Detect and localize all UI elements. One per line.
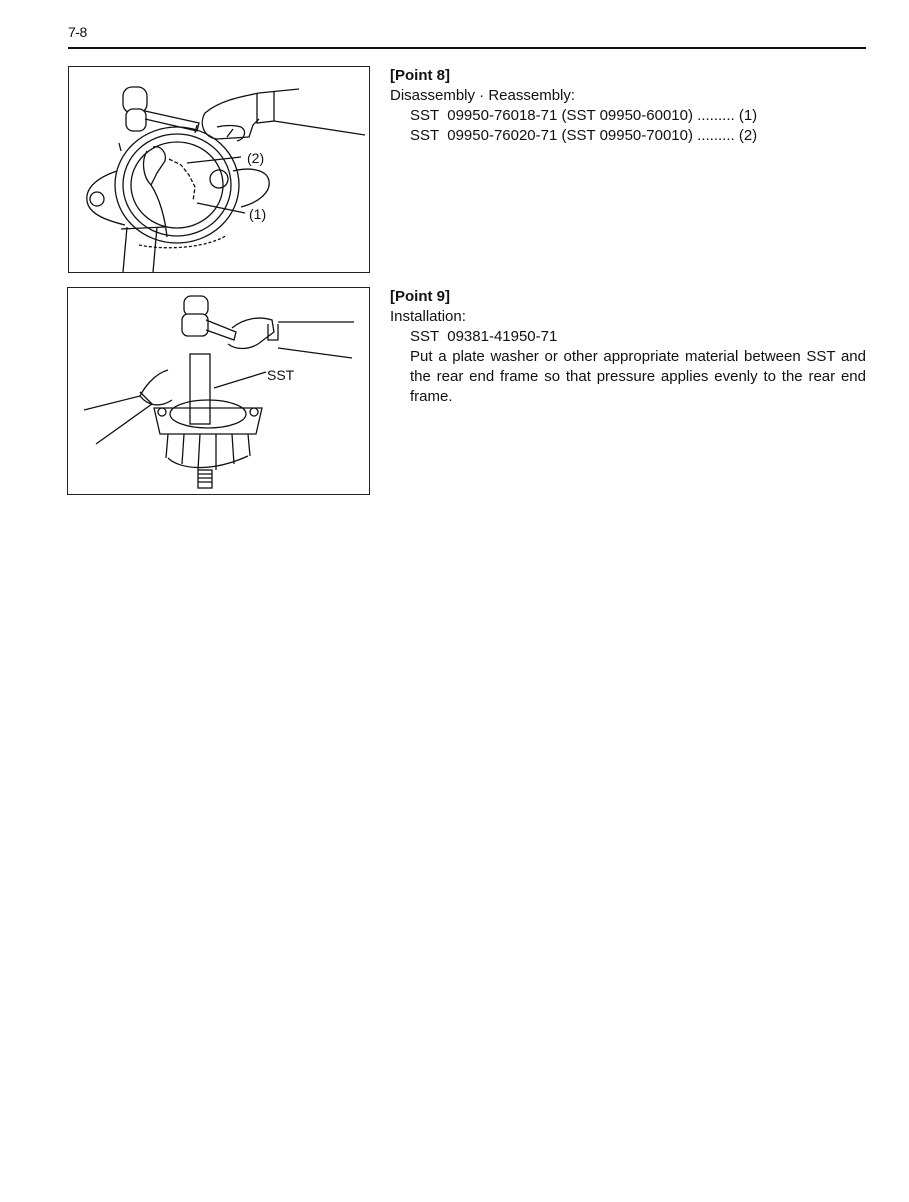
section-heading: [Point 9] xyxy=(390,288,450,305)
sst-line: SST 09950-76020-71 (SST 09950-70010) ......... (2) xyxy=(410,127,758,144)
header-rule xyxy=(68,47,866,49)
section-point-9 xyxy=(390,287,866,407)
sst-line: SST 09950-76018-71 (SST 09950-60010) ......... (1) xyxy=(410,107,758,124)
instruction-paragraph: Put a plate washer or other appropriate material between SST and the rear end frame so that pressure applies evenly to the rear end frame. xyxy=(410,348,866,405)
section-subheading: Disassembly · Reassembly: xyxy=(390,87,576,104)
callout-sst: SST xyxy=(267,367,295,383)
section-subheading: Installation: xyxy=(390,308,466,325)
section-heading: [Point 8] xyxy=(390,67,450,84)
figure-point-9 xyxy=(67,287,370,495)
figure-point-8 xyxy=(68,66,370,273)
callout-2: (2) xyxy=(247,150,265,166)
section-point-8 xyxy=(390,66,757,146)
callout-1: (1) xyxy=(249,206,267,222)
page-number: 7-8 xyxy=(68,24,87,40)
alternator-disassembly-illustration xyxy=(69,67,369,272)
sst-line: SST 09381-41950-71 xyxy=(410,328,558,345)
alternator-installation-illustration xyxy=(68,288,369,494)
